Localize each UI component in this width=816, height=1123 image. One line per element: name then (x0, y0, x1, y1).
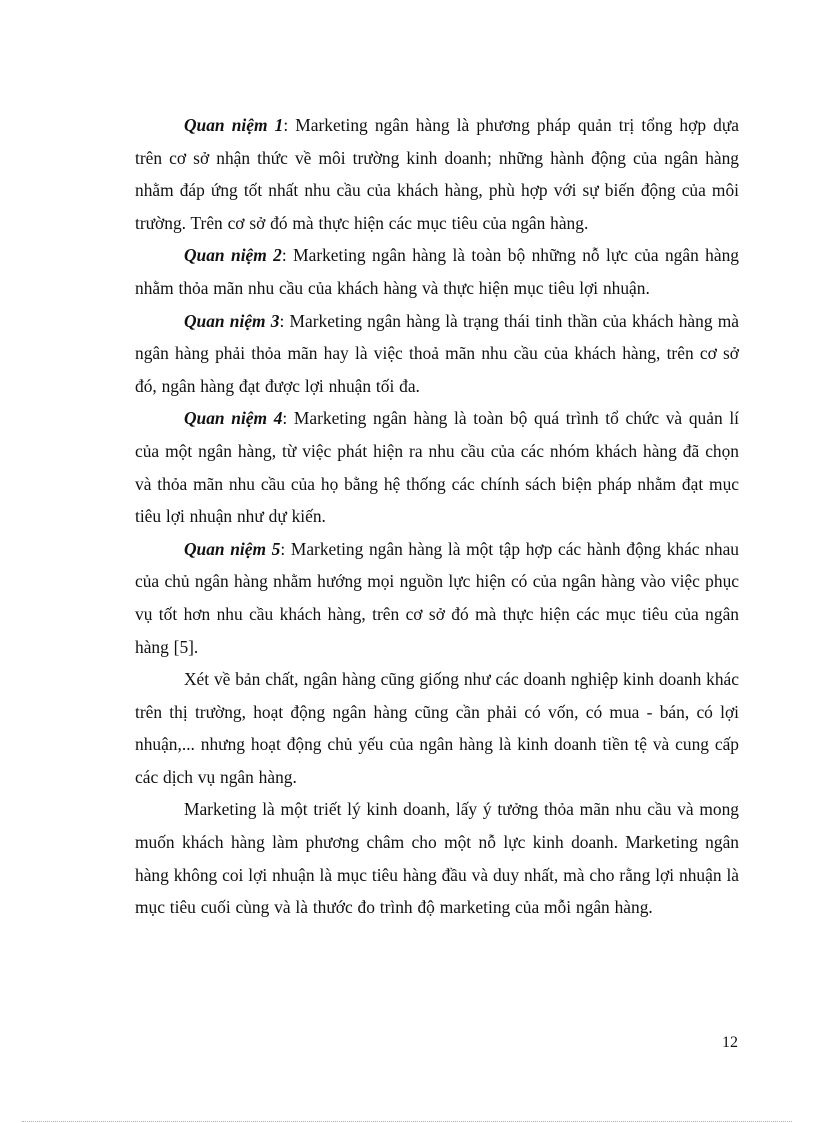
paragraph (135, 109, 739, 239)
paragraph-lead: Quan niệm 3 (184, 310, 280, 331)
paragraph (135, 305, 739, 403)
paragraph-text: Marketing là một triết lý kinh doanh, lấy ý tưởng thỏa mãn nhu cầu và mong muốn khách hàng làm phương châm cho một nỗ lực kinh doanh. Marketing ngân hàng không coi lợi nhuận là mục tiêu hàng đầu và duy nhất, mà cho rằng lợi nhuận là mục tiêu cuối cùng và là thước đo trình độ marketing của mỗi ngân hàng. (135, 799, 739, 918)
paragraph-lead: Quan niệm 1 (184, 115, 284, 135)
paragraph-text: : Marketing ngân hàng là toàn bộ những nỗ lực của ngân hàng nhằm thỏa mãn nhu cầu của khách hàng và thực hiện mục tiêu lợi nhuận. (135, 245, 739, 298)
paragraph-text: : Marketing ngân hàng là trạng thái tinh thần của khách hàng mà ngân hàng phải thỏa mãn hay là việc thoả mãn nhu cầu của khách hàng, trên cơ sở đó, ngân hàng đạt được lợi nhuận tối đa. (135, 310, 739, 396)
paragraph-text: Xét về bản chất, ngân hàng cũng giống như các doanh nghiệp kinh doanh khác trên thị trường, hoạt động ngân hàng cũng cần phải có vốn, có mua - bán, có lợi nhuận,... nhưng hoạt động chủ yếu của ngân hàng là kinh doanh tiền tệ và cung cấp các dịch vụ ngân hàng. (135, 669, 739, 787)
page-number: 12 (722, 1034, 738, 1051)
paragraph-text: : Marketing ngân hàng là một tập hợp các hành động khác nhau của chủ ngân hàng nhằm hướng mọi nguồn lực hiện có của ngân hàng vào việc phục vụ tốt hơn nhu cầu khách hàng, trên cơ sở đó mà thực hiện các mục tiêu của ngân hàng [5]. (135, 538, 739, 657)
paragraph-text: : Marketing ngân hàng là phương pháp quản trị tổng hợp dựa trên cơ sở nhận thức về môi trường kinh doanh; những hành động của ngân hàng nhằm đáp ứng tốt nhất nhu cầu của khách hàng, phù hợp với sự biến động của môi trường. Trên cơ sở đó mà thực hiện các mục tiêu của ngân hàng. (135, 115, 739, 233)
paragraph-text: : Marketing ngân hàng là toàn bộ quá trình tổ chức và quản lí của một ngân hàng, từ việc phát hiện ra nhu cầu của các nhóm khách hàng đã chọn và thỏa mãn nhu cầu của họ bằng hệ thống các chính sách biện pháp nhằm đạt mục tiêu lợi nhuận như dự kiến. (135, 408, 739, 527)
paragraph (135, 793, 739, 923)
paragraph (135, 533, 739, 663)
paragraph (135, 402, 739, 532)
paragraph-lead: Quan niệm 5 (184, 538, 281, 559)
paragraph-lead: Quan niệm 2 (184, 245, 282, 266)
paragraph (135, 239, 739, 304)
paragraph-lead: Quan niệm 4 (184, 408, 283, 429)
paragraph (135, 663, 739, 793)
body-text (135, 109, 739, 924)
page-bottom-divider (22, 1121, 792, 1122)
